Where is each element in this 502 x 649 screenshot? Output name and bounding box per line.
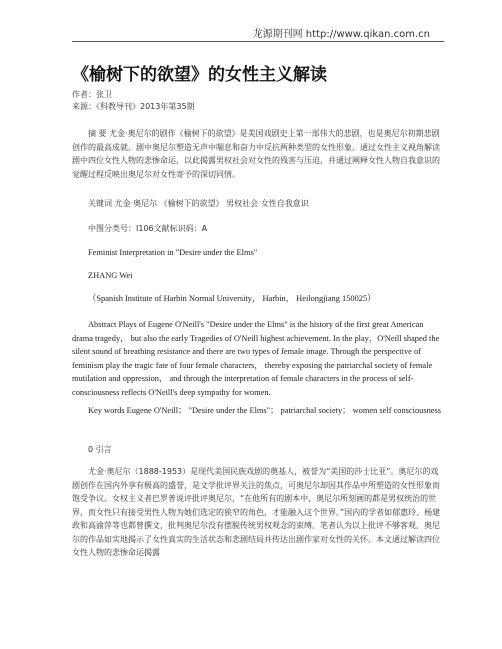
english-title: Feminist Interpretation in "Desire under the Elms" — [88, 248, 258, 257]
header-divider — [72, 41, 444, 42]
abstract-en: Abstract Plays of Eugene O'Neill's "Desire under the Elms" is the history of the first great American drama tragedy， but also the early Tragedies of O'Neill highest achievement. In the play，O'Neill shaped the silent sound of breathing resistance and there are two types of female image. Through the perspective of feminism play the tragic fate of four female characters， thereby exposing the patriarchal society of female mutilation and oppression， and through the interpretation of female characters in the process of self-consciousness reflects O'Neill's deep sympathy for women. — [72, 320, 440, 397]
keywords-en: Key words Eugene O'Neill； "Desire under the Elms"； patriarchal society； women self consciousness — [88, 406, 442, 415]
english-affiliation: （Spanish Institute of Harbin Normal University， Harbin， Heilongjiang 150025） — [88, 294, 376, 303]
classification: 中图分类号：I106文献标识码：A — [88, 224, 208, 233]
english-author: ZHANG Wei — [88, 271, 133, 280]
abstract-zh — [72, 127, 444, 181]
section-heading: 0 引言 — [88, 445, 112, 454]
abstract-zh-text: 摘 要 尤金·奥尼尔的剧作《榆树下的欲望》是美国戏剧史上第一部伟大的悲剧，也是奥尼尔初期悲剧创作的最高成就。剧中奥尼尔塑造无声中喘息和奋力中反抗两种类型的女性形象。通过女性主义视角解读剧中四位女性人物的悲惨命运，以此揭露男权社会对女性的残害与压迫，并通过阐释女性人物自我意识的觉醒过程反映出奥尼尔对女性寄予的深切同情。 — [72, 129, 440, 179]
keywords-zh: 关键词 尤金·奥尼尔 《榆树下的欲望》 男权社会 女性自我意识 — [88, 199, 309, 208]
source-line: 来源：《科教导刊》2013年第35期 — [72, 102, 195, 111]
article-title: 《榆树下的欲望》的女性主义解读 — [72, 65, 327, 85]
site-header: 龙源期刊网 http://www.qikan.com.cn — [252, 29, 430, 40]
intro-paragraph: 尤金·奥尼尔（1888-1953）是现代美国民族戏剧的奠基人，被誉为“美国的莎士比亚”。奥尼尔的戏剧创作在国内外享有极高的盛誉，是文学批评界关注的焦点，可奥尼尔却因其作品中所塑造的女性形象而饱受争议。女权主义者巴罗普说评批评奥尼尔，“在他所有的剧本中，奥尼尔所刻画的都是男权统治的世界，而女性只有接受男性人物为她们选定的狭窄的角色，才能融入这个世界。”国内的学者如郁惠玲、杨建政和高渝萍等也都曾撰文，批判奥尼尔没有摆脱传统男权观念的束缚。笔者认为以上批评不够客观。奥尼尔的作品如实地揭示了女性真实的生活状态和悲剧结局并传达出剧作家对女性的关怀。本文通过解读四位女性人物的悲惨命运揭露 — [72, 467, 441, 557]
author-line: 作者：张卫 — [72, 90, 112, 99]
